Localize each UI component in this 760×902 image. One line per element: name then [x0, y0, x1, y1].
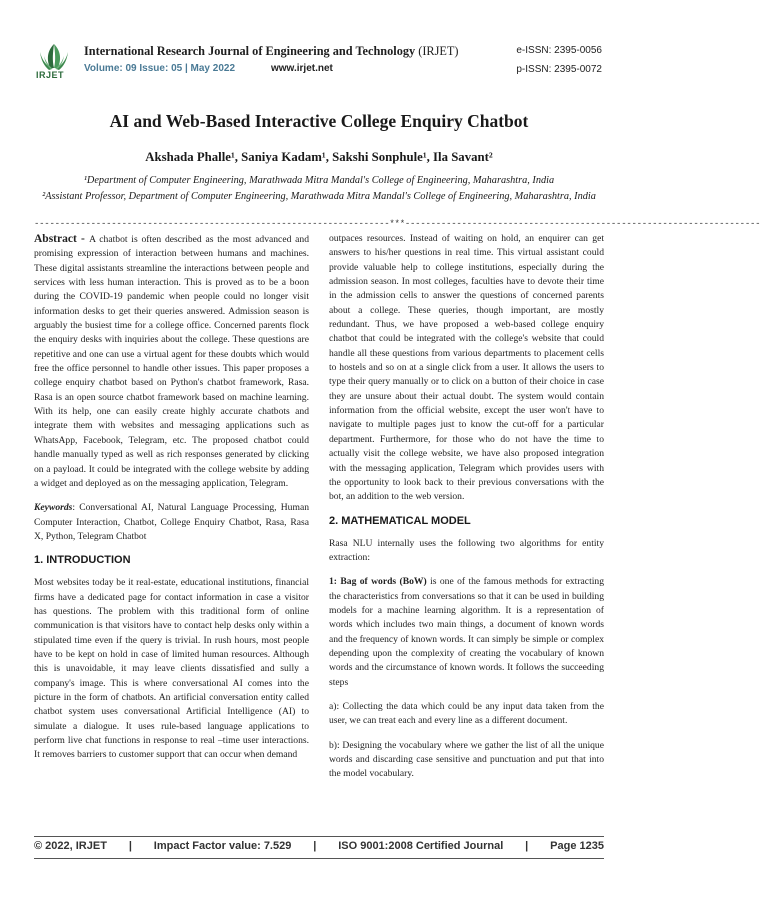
journal-url[interactable]: www.irjet.net — [271, 63, 333, 74]
introduction-continued-paragraph: outpaces resources. Instead of waiting on hold, an enquirer can get answers to his/her questions in real time. This virtual assistant could provide valuable help to college institutions, especially during the admission season. In most colleges, faculties have to devote their time in the admission cells to answer the questions of concerned parents about a college. These queries, though important, are mostly redundant. Thus, we have proposed a web-based college enquiry chatbot that could be integrated with the college's website that could handle all these questions from various departments to placement cells to hostels and so on at a single click from a user. It allows the users to type their query manually or to click on a button of their choice in case they are unsure about their actual doubt. The system would contain information from the official website, except the user won't have to navigate to multiple pages just to know the cut-off for a particular department. Furthermore, for those who do not have the time to actually visit the college website, we have also proposed integration with the messaging application, Telegram which provides users with the opportunity to look back to their previous conversations with the bot, an addition to the web version. — [329, 233, 604, 503]
footer-separator: | — [525, 840, 529, 852]
footer-bottom-rule — [34, 858, 604, 859]
left-column — [34, 232, 309, 773]
keywords-paragraph — [34, 501, 309, 544]
abstract-paragraph — [34, 232, 309, 491]
footer-page-number: Page 1235 — [550, 840, 604, 852]
step-a-paragraph: a): Collecting the data which could be any input data taken from the user, we can treat each and every line as a different document. — [329, 700, 604, 727]
footer-top-rule — [34, 836, 604, 837]
bow-paragraph — [329, 575, 604, 690]
journal-name-text: International Research Journal of Engineering and Technology — [84, 44, 416, 58]
section-heading-mathematical-model: 2. MATHEMATICAL MODEL — [329, 514, 471, 527]
section-heading-introduction: 1. INTRODUCTION — [34, 554, 131, 567]
keywords-label: Keywords — [34, 502, 73, 514]
author-list: Akshada Phalle¹, Saniya Kadam¹, Sakshi Sonphule¹, Ila Savant² — [145, 150, 493, 164]
footer-impact-factor: Impact Factor value: 7.529 — [153, 840, 292, 852]
p-issn: p-ISSN: 2395-0072 — [516, 64, 602, 75]
bow-text: is one of the famous methods for extracting the characteristics from conversations so that it can be used in building models for a machine learning algorithm. It is a representation of words which includes two main things, a document of known words and the frequency of known words. It can simply be simple or complex depending upon the complexity of creating the vocabulary of known words and the circumstance of known words. It follows the succeeding steps — [329, 576, 604, 688]
footer-iso: ISO 9001:2008 Certified Journal — [338, 840, 504, 852]
logo-text: IRJET — [36, 70, 65, 80]
affiliations — [40, 173, 598, 204]
affiliation-1: ¹Department of Computer Engineering, Marathwada Mitra Mandal's College of Engineering, Maharashtra, India — [83, 175, 555, 186]
introduction-paragraph: Most websites today be it real-estate, educational institutions, financial firms have a dedicated page for contact information in case a visitor has questions. The problem with this traditional form of online communication is that visitors have to contact help desks only within a stipulated time even if the query is trivial. In rush hours, most people have to be kept on hold in case of limited human resources. Although this is unavoidable, it may leave clients dissatisfied and sully a company's image. This is where conversational AI comes into the picture in the form of chatbots. An artificial conversation entity called chatbot system uses conversational Artificial Intelligence (AI) to simulate a dialogue. It uses rule-based language applications to perform live chat functions in response to real –time user interactions. It removes barriers to customer support that can occur when demand — [34, 577, 309, 761]
volume-issue: Volume: 09 Issue: 05 | May 2022 — [84, 63, 236, 74]
page-footer — [34, 840, 604, 852]
section-divider: ---------------------------------------------------------------------***--------------------------------------------------------------------- — [34, 219, 760, 229]
bow-label: 1: Bag of words (BoW) — [329, 576, 427, 588]
journal-abbr: (IRJET) — [418, 44, 459, 58]
journal-header — [34, 40, 604, 84]
footer-separator: | — [313, 840, 317, 852]
affiliation-2: ²Assistant Professor, Department of Computer Engineering, Marathwada Mitra Mandal's College of Engineering, Maharashtra, India — [42, 190, 596, 202]
step-b-paragraph: b): Designing the vocabulary where we gather the list of all the unique words and discarding case sensitive and punctuation and put that into the model vocabulary. — [329, 739, 604, 780]
journal-name — [84, 44, 459, 59]
paper-title: AI and Web-Based Interactive College Enquiry Chatbot — [109, 111, 529, 131]
footer-separator: | — [128, 840, 132, 852]
e-issn: e-ISSN: 2395-0056 — [516, 45, 602, 56]
footer-copyright: © 2022, IRJET — [34, 840, 107, 852]
abstract-label: Abstract - — [34, 233, 90, 245]
keywords-text: : Conversational AI, Natural Language Processing, Human Computer Interaction, Chatbot, College Enquiry Chatbot, Rasa, Rasa X, Python, Telegram Chatbot — [34, 502, 309, 542]
right-column — [329, 232, 604, 792]
model-intro-paragraph: Rasa NLU internally uses the following two algorithms for entity extraction: — [329, 537, 604, 563]
abstract-text: A chatbot is often described as the most advanced and promising expression of interaction between humans and machines. These digital assistants streamline the interactions between people and services with less human interaction. This is proved as to be a boon during the COVID-19 pandemic when people could no longer visit information desks to get their queries answered. Admission season is arguably the busiest time for a college office. Concerned parents flock the enquiry desks with inquiries about the college. These questions are repetitive and one can use a virtual agent for these doubts which would free the office personnel to handle other issues. This paper proposes a college enquiry chatbot based on Python's chatbot framework, Rasa. Rasa is an open source chatbot framework based on machine learning. With its help, one can easily create highly accurate chatbots and integrate them with websites and messaging applications such as WhatsApp, Facebook, Telegram, etc. The proposed chatbot could handle manually typed as well as rich responses generated by clicking on a payload. It could be integrated with the college website by adding a widget and deployed as on the messaging application, Telegram. — [34, 234, 309, 489]
